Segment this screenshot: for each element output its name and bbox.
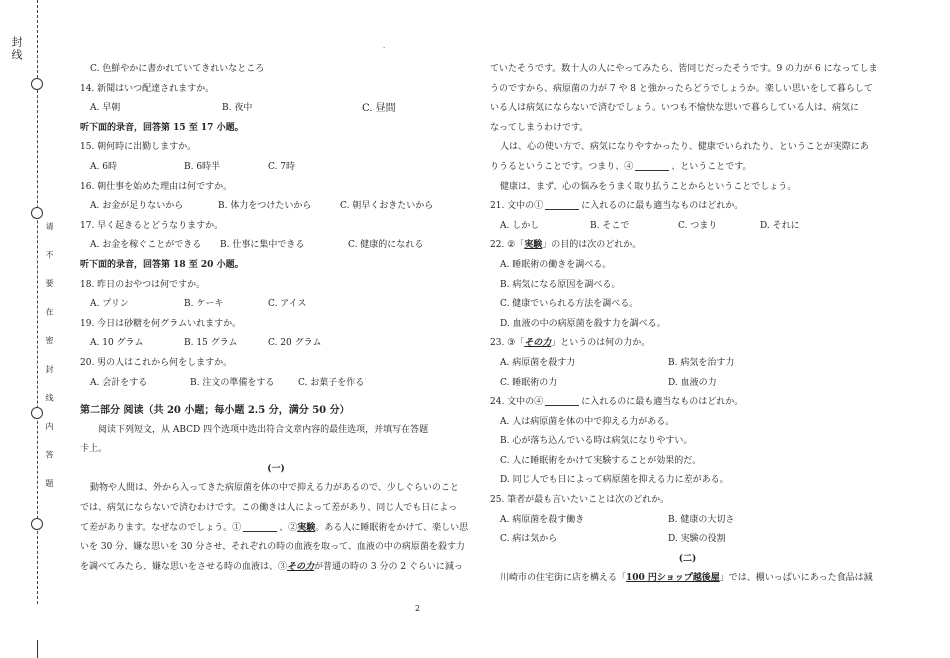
option: C. 健康的になれる bbox=[348, 240, 424, 251]
directions: 卡上。 bbox=[80, 444, 108, 455]
listening-instruction: 听下面的录音，回答第 15 至 17 小题。 bbox=[80, 122, 244, 133]
binding-hole bbox=[31, 78, 43, 90]
option: B. そこで bbox=[590, 220, 630, 231]
directions: 阅读下列短文，从 ABCD 四个选项中选出符合文章内容的最佳选项，并填写在答题 bbox=[98, 424, 429, 435]
option: C. アイス bbox=[268, 299, 307, 310]
section-heading: (二) bbox=[678, 553, 697, 564]
option: B. ケーキ bbox=[184, 299, 224, 310]
passage-line: 動物や人間は、外から入ってきた病原菌を体の中で抑える力があるので、少しぐらいのこと bbox=[90, 483, 459, 494]
left-column bbox=[80, 60, 472, 577]
passage-line: いる人は病気にならないで済むでしょう。いつも不愉快な思いで暮らしている人は、病気に bbox=[490, 103, 860, 114]
option: D. それに bbox=[760, 220, 800, 231]
passage-line: 川崎市の住宅街に店を構える「100 円ショップ越後屋」では、棚いっぱいにあった食品は減 bbox=[500, 573, 873, 584]
option: A. お金を稼ぐことができる bbox=[90, 240, 202, 251]
option: D. 実験の役割 bbox=[668, 534, 726, 545]
blank-4 bbox=[635, 160, 669, 171]
passage-line: いを 30 分、嫌な思いを 30 分させ、それぞれの時の血液を取って、血液の中の病原菌を殺す力 bbox=[80, 542, 465, 553]
seal-label: 封线 bbox=[10, 36, 23, 62]
option: C. 人に睡眠術をかけて実験することが効果的だ。 bbox=[500, 455, 702, 466]
option: C. 20 グラム bbox=[268, 338, 322, 349]
options-20 bbox=[80, 374, 472, 394]
option: B. 健康の大切さ bbox=[668, 514, 735, 525]
binding-margin bbox=[0, 0, 60, 658]
option: B. 心が落ち込んでいる時は病気になりやすい。 bbox=[500, 436, 693, 447]
options-14 bbox=[80, 99, 472, 119]
blank-1 bbox=[545, 199, 579, 210]
option: A. 病原菌を殺す力 bbox=[500, 357, 576, 368]
options-21 bbox=[490, 217, 885, 237]
option: C. 病は気から bbox=[500, 534, 558, 545]
option: B. 注文の準備をする bbox=[190, 377, 275, 388]
margin-mark bbox=[37, 640, 38, 658]
options-23 bbox=[490, 374, 885, 394]
passage-line: ていたそうです。数十人の人にやってみたら、皆同じだったそうです。9 の力が 6 になってしま bbox=[490, 64, 878, 74]
option: C. 睡眠術の力 bbox=[500, 377, 558, 388]
option: B. 15 グラム bbox=[184, 338, 238, 349]
question-18: 18. 昨日のおやつは何ですか。 bbox=[80, 279, 206, 290]
question-19: 19. 今日は砂糖を何グラムいれますか。 bbox=[80, 318, 242, 329]
underlined-term: その力 bbox=[287, 561, 315, 572]
option: A. 早朝 bbox=[90, 103, 121, 114]
option: B. 仕事に集中できる bbox=[220, 240, 305, 251]
question-20: 20. 男の人はこれから何をしますか。 bbox=[80, 357, 233, 368]
passage-line: 健康は、まず、心の悩みをうまく取り払うことからということでしょう。 bbox=[500, 181, 797, 192]
option-text: C. 色鮮やかに書かれていてきれいなところ bbox=[90, 64, 265, 74]
question-23: 23. ③「その力」というのは何の力か。 bbox=[490, 338, 651, 349]
binding-hole bbox=[31, 518, 43, 530]
option: C. お菓子を作る bbox=[298, 377, 365, 388]
passage-line: うのですから、病原菌の力が 7 や 8 と強かったらどうでしょうか。楽しい思いをして暮らして bbox=[490, 83, 873, 94]
part-heading: 第二部分 阅读（共 20 小题；每小题 2.5 分，满分 50 分） bbox=[80, 405, 350, 417]
seal-line bbox=[37, 0, 38, 604]
passage-line: りうるということです。つまり、④ 、ということです。 bbox=[490, 161, 752, 172]
question-17: 17. 早く起きるとどうなりますか。 bbox=[80, 220, 224, 231]
option: C. 7時 bbox=[268, 161, 296, 172]
option: B. 6時半 bbox=[184, 161, 221, 172]
options-23 bbox=[490, 354, 885, 374]
passage-line: なってしまうわけです。 bbox=[490, 122, 589, 133]
section-heading: (一) bbox=[267, 463, 285, 474]
question-16: 16. 朝仕事を始めた理由は何ですか。 bbox=[80, 181, 233, 192]
underlined-term: 実験 bbox=[524, 240, 543, 251]
underlined-term: 100 円ショップ越後屋 bbox=[626, 573, 720, 584]
question-14: 14. 新聞はいつ配達されますか。 bbox=[80, 83, 215, 94]
options-25 bbox=[490, 530, 885, 550]
binding-hole bbox=[31, 407, 43, 419]
option: C. つまり bbox=[678, 220, 718, 231]
right-column bbox=[490, 60, 885, 589]
scan-dot: · bbox=[383, 44, 386, 52]
passage-line: 人は、心の使い方で、病気になりやすかったり、健康でいられたり、ということが実際にあ bbox=[500, 142, 869, 153]
option: A. お金が足りないから bbox=[90, 201, 184, 212]
seal-notice: 请 不 要 在 密 封 线 内 答 题 bbox=[45, 222, 54, 496]
option: C. 健康でいられる方法を調べる。 bbox=[500, 299, 639, 310]
page-number: 2 bbox=[415, 604, 421, 613]
option: A. 10 グラム bbox=[90, 338, 144, 349]
options-15 bbox=[80, 158, 472, 178]
option: A. しかし bbox=[500, 220, 540, 231]
underlined-term: 実験 bbox=[297, 522, 316, 533]
option: A. 人は病原菌を体の中で抑える力がある。 bbox=[500, 416, 675, 427]
option: C. 朝早くおきたいから bbox=[340, 201, 434, 212]
option: D. 血液の力 bbox=[668, 377, 717, 388]
question-21: 21. 文中の① に入れるのに最も適当なものはどれか。 bbox=[490, 201, 744, 212]
option: B. 夜中 bbox=[222, 103, 253, 114]
option: A. 睡眠術の働きを調べる。 bbox=[500, 259, 612, 270]
options-16 bbox=[80, 197, 472, 217]
question-22: 22. ②「実験」の目的は次のどれか。 bbox=[490, 240, 642, 251]
binding-hole bbox=[31, 207, 43, 219]
blank-1 bbox=[243, 521, 277, 532]
options-25 bbox=[490, 511, 885, 531]
option: B. 病気になる原因を調べる。 bbox=[500, 279, 621, 290]
option: D. 同じ人でも日によって病原菌を抑える力に差がある。 bbox=[500, 475, 729, 486]
question-15: 15. 朝何時に出勤しますか。 bbox=[80, 142, 197, 153]
question-24: 24. 文中の④ に入れるのに最も適当なものはどれか。 bbox=[490, 397, 744, 408]
blank-4 bbox=[545, 395, 579, 406]
passage-line: では、病気にならないで済むわけです。この働きは人によって差があり、同じ人でも日によっ bbox=[80, 503, 458, 514]
passage-line: を調べてみたら、嫌な思いをさせる時の血液は、③その力が普通の時の 3 分の 2 ぐらいに減っ bbox=[80, 561, 463, 572]
option: A. 会計をする bbox=[90, 377, 148, 388]
option: B. 病気を治す力 bbox=[668, 357, 735, 368]
options-19 bbox=[80, 334, 472, 354]
question-25: 25. 筆者が最も言いたいことは次のどれか。 bbox=[490, 495, 670, 506]
options-17 bbox=[80, 236, 472, 256]
listening-instruction: 听下面的录音，回答第 18 至 20 小题。 bbox=[80, 259, 244, 270]
option: B. 体力をつけたいから bbox=[218, 201, 312, 212]
option: C. 昼間 bbox=[362, 103, 396, 115]
option: D. 血液の中の病原菌を殺す力を調べる。 bbox=[500, 318, 666, 329]
option: A. 6時 bbox=[90, 161, 117, 172]
option: A. プリン bbox=[90, 299, 129, 310]
underlined-term: その力 bbox=[524, 338, 552, 349]
option: A. 病原菌を殺す働き bbox=[500, 514, 585, 525]
options-18 bbox=[80, 295, 472, 315]
passage-line: て差があります。なぜなのでしょう。① 、②実験。ある人に睡眠術をかけて、楽しい思 bbox=[80, 522, 469, 533]
